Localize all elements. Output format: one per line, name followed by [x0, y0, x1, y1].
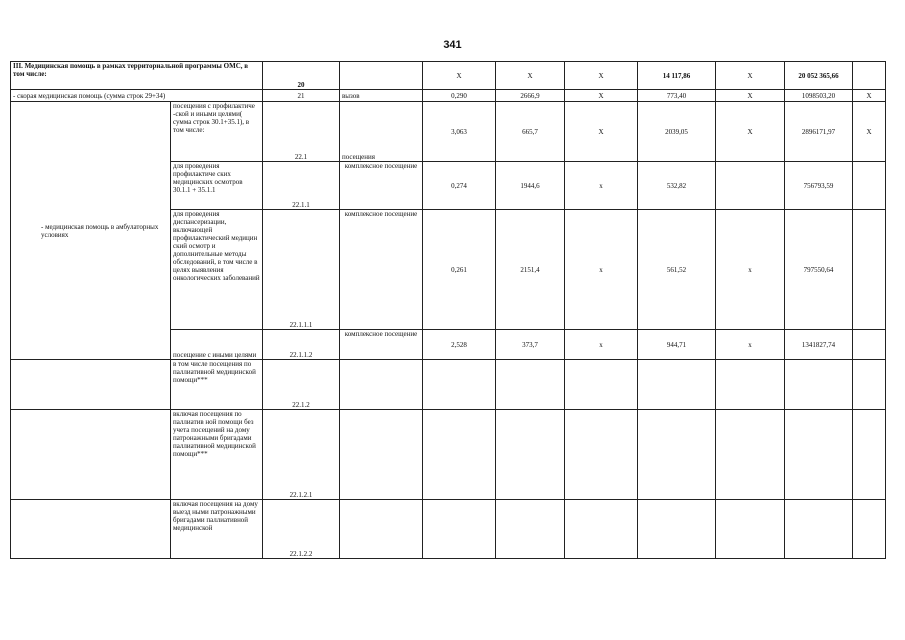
page-number: 341	[443, 39, 462, 51]
value-cell: 532,82	[638, 162, 716, 210]
row-code: 22.1.2.1	[263, 410, 340, 500]
row-unit	[340, 62, 423, 90]
group-label: - медицинская помощь в амбулаторных условиях	[11, 102, 171, 360]
value-cell: 0,274	[423, 162, 496, 210]
value-cell: 1944,6	[496, 162, 565, 210]
row-description: в том числе посещения по паллиативной медицинской помощи***	[171, 360, 263, 410]
row-code: 22.1.2	[263, 360, 340, 410]
row-code: 20	[263, 62, 340, 90]
row-code: 22.1.1.2	[263, 330, 340, 360]
value-cell	[853, 360, 886, 410]
value-cell: Х	[716, 102, 785, 162]
value-cell	[716, 500, 785, 559]
value-cell	[785, 500, 853, 559]
value-cell: х	[716, 330, 785, 360]
value-cell	[565, 500, 638, 559]
row-code: 22.1	[263, 102, 340, 162]
value-cell: Х	[496, 62, 565, 90]
value-cell: 1341827,74	[785, 330, 853, 360]
value-cell	[496, 410, 565, 500]
value-cell: Х	[716, 62, 785, 90]
value-cell: 2666,9	[496, 90, 565, 102]
value-cell: Х	[716, 90, 785, 102]
row-unit	[340, 360, 423, 410]
row-code: 22.1.2.2	[263, 500, 340, 559]
row-unit	[340, 500, 423, 559]
table-row	[11, 102, 886, 162]
table-row	[11, 90, 886, 102]
value-cell: 797550,64	[785, 210, 853, 330]
value-cell: 2039,05	[638, 102, 716, 162]
table-row	[11, 500, 886, 559]
value-cell	[423, 360, 496, 410]
value-cell: х	[716, 210, 785, 330]
table-row	[11, 410, 886, 500]
row-code: 22.1.1	[263, 162, 340, 210]
row-unit	[340, 410, 423, 500]
row-description: для проведения диспансеризации, включающей профилактический медицин ский осмотр и дополнительные методы обследований, в том числе в целях выявления онкологических заболеваний	[171, 210, 263, 330]
row-unit: вызов	[340, 90, 423, 102]
value-cell: 373,7	[496, 330, 565, 360]
budget-table	[10, 61, 886, 559]
value-cell: х	[565, 330, 638, 360]
value-cell: 14 117,86	[638, 62, 716, 90]
value-cell: 2,528	[423, 330, 496, 360]
value-cell	[565, 360, 638, 410]
row-label: - скорая медицинская помощь (сумма строк 29+34)	[11, 90, 263, 102]
empty-cell	[11, 410, 171, 500]
value-cell: 665,7	[496, 102, 565, 162]
value-cell	[785, 360, 853, 410]
value-cell: Х	[853, 102, 886, 162]
value-cell: 561,52	[638, 210, 716, 330]
value-cell	[496, 500, 565, 559]
row-description: для проведения профилактиче ских медицинских осмотров 30.1.1 + 35.1.1	[171, 162, 263, 210]
row-code: 22.1.1.1	[263, 210, 340, 330]
value-cell	[638, 410, 716, 500]
value-cell: 773,40	[638, 90, 716, 102]
table-row	[11, 360, 886, 410]
value-cell: 3,063	[423, 102, 496, 162]
value-cell	[496, 360, 565, 410]
value-cell: 1098503,20	[785, 90, 853, 102]
value-cell	[853, 500, 886, 559]
value-cell: 2896171,97	[785, 102, 853, 162]
value-cell	[638, 360, 716, 410]
value-cell: 0,290	[423, 90, 496, 102]
row-unit: посещения	[340, 102, 423, 162]
value-cell: Х	[565, 102, 638, 162]
value-cell: 756793,59	[785, 162, 853, 210]
value-cell	[785, 410, 853, 500]
value-cell: Х	[565, 62, 638, 90]
value-cell	[716, 410, 785, 500]
row-unit: комплексное посещение	[340, 210, 423, 330]
value-cell	[853, 162, 886, 210]
value-cell	[423, 500, 496, 559]
value-cell: х	[565, 210, 638, 330]
value-cell: 0,261	[423, 210, 496, 330]
table-row	[11, 62, 886, 90]
value-cell: х	[565, 162, 638, 210]
value-cell	[638, 500, 716, 559]
row-label: III. Медицинская помощь в рамках территориальной программы ОМС, в том числе:	[11, 62, 263, 90]
value-cell	[853, 330, 886, 360]
empty-cell	[11, 500, 171, 559]
value-cell: Х	[853, 90, 886, 102]
value-cell	[853, 410, 886, 500]
value-cell	[853, 62, 886, 90]
row-unit: комплексное посещение	[340, 330, 423, 360]
empty-cell	[11, 360, 171, 410]
value-cell: Х	[565, 90, 638, 102]
value-cell: 2151,4	[496, 210, 565, 330]
row-description: включая посещения по паллиатив ной помощи без учета посещений на дому патронажными бригадами паллиативной медицинской помощи***	[171, 410, 263, 500]
value-cell: 944,71	[638, 330, 716, 360]
value-cell	[565, 410, 638, 500]
value-cell	[716, 162, 785, 210]
row-unit: комплексное посещение	[340, 162, 423, 210]
row-code: 21	[263, 90, 340, 102]
value-cell	[423, 410, 496, 500]
value-cell: Х	[423, 62, 496, 90]
value-cell	[716, 360, 785, 410]
value-cell: 20 052 365,66	[785, 62, 853, 90]
value-cell	[853, 210, 886, 330]
row-description: посещение с иными целями	[171, 330, 263, 360]
row-description: включая посещения на дому выезд ными патронажными бригадами паллиативной медицинской	[171, 500, 263, 559]
row-description: посещения с профилактиче -ской и иными целями( сумма строк 30.1+35.1), в том числе:	[171, 102, 263, 162]
